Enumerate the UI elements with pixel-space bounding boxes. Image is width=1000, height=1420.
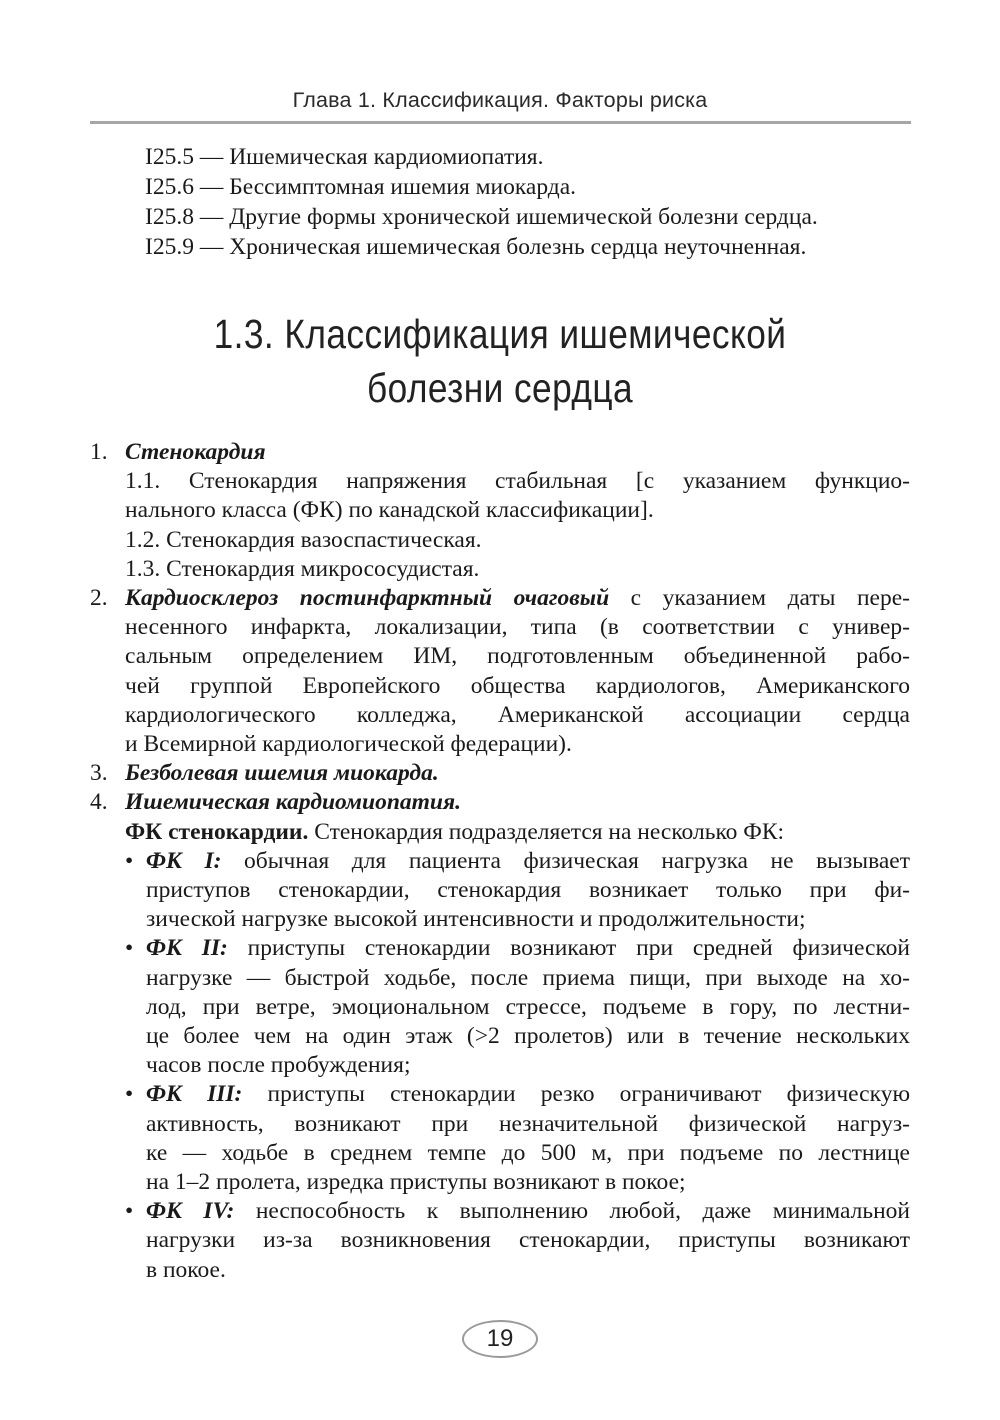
text-run: Стенокардия подразделяется на несколько ФК:: [308, 818, 785, 845]
icd-code-list: [145, 142, 818, 262]
list-item-title: Безболевая ишемия миокарда.: [125, 760, 439, 787]
page-number: 19: [486, 1325, 514, 1352]
icd-code-line: I25.9 — Хроническая ишемическая болезнь сердца неуточненная.: [145, 234, 807, 260]
header-divider: [90, 121, 911, 124]
list-item-title: Ишемическая кардиомиопатия.: [125, 789, 461, 816]
icd-code-line: I25.8 — Другие формы хронической ишемической болезни сердца.: [145, 204, 818, 230]
text-line: [146, 934, 910, 963]
list-number: 4.: [90, 789, 108, 816]
icd-code-line: I25.6 — Бессимптомная ишемия миокарда.: [145, 174, 577, 200]
sub-item: 1.3. Стенокардия микрососудистая.: [125, 555, 480, 582]
list-number: 3.: [90, 760, 108, 787]
text-line: це более чем на один этаж (>2 пролетов) или в течение нескольких: [146, 1023, 910, 1050]
text-line: нагрузке — быстрой ходьбе, после приема пищи, при выходе на хо-: [146, 964, 910, 991]
classification-list: [90, 438, 910, 1285]
list-number: 2.: [90, 585, 108, 612]
functional-class-item: [125, 1080, 910, 1197]
page-number-badge: [462, 1320, 538, 1358]
list-item-silent-ischemia: [90, 759, 910, 788]
list-item-title: Кардиосклероз постинфарктный очаговый: [125, 585, 610, 612]
list-item-angina: [90, 438, 910, 584]
functional-class-item: [125, 1197, 910, 1285]
functional-class-item: [125, 847, 910, 935]
text-run: с указанием даты пере-: [609, 585, 910, 612]
bullet-icon: •: [125, 935, 134, 962]
text-run: приступы стенокардии резко ограничивают физическую: [242, 1081, 911, 1108]
icd-code-line: I25.5 — Ишемическая кардиомиопатия.: [145, 144, 544, 170]
section-title: [147, 307, 852, 415]
text-line: 1.1. Стенокардия напряжения стабильная [с указанием функцио-: [125, 468, 910, 495]
list-item-cardiosclerosis: [90, 584, 910, 759]
text-line: [125, 584, 910, 613]
fc-class-label: ФК IV:: [146, 1198, 235, 1225]
text-run: приступы стенокардии возникают при средней физической: [227, 935, 910, 962]
text-line: и Всемирной кардиологической федерации).: [125, 731, 572, 758]
fc-class-label: ФК III:: [146, 1081, 243, 1108]
list-item-cardiomyopathy: [90, 788, 910, 1284]
fc-class-label: ФК II:: [146, 935, 228, 962]
text-line: [146, 1080, 910, 1109]
bullet-icon: •: [125, 847, 134, 874]
sub-item: 1.2. Стенокардия вазоспастическая.: [125, 526, 482, 553]
section-title-line: болезни сердца: [366, 365, 634, 411]
fc-label: ФК стенокардии.: [125, 818, 309, 845]
text-line: несенного инфаркта, локализации, типа (в соответствии с универ-: [125, 614, 910, 641]
text-line: зической нагрузке высокой интенсивности и продолжительности;: [146, 906, 806, 933]
functional-class-list: [125, 847, 910, 1285]
text-line: чей группой Европейского общества кардиологов, Американского: [125, 672, 910, 699]
section-title-line: 1.3. Классификация ишемической: [213, 311, 787, 357]
text-line: кардиологического колледжа, Американской ассоциации сердца: [125, 701, 910, 728]
text-line: нального класса (ФК) по канадской классификации].: [125, 497, 654, 524]
text-line: на 1–2 пролета, изредка приступы возникают в покое;: [146, 1169, 686, 1196]
text-run: неспособность к выполнению любой, даже минимальной: [234, 1198, 910, 1225]
fc-intro: [125, 818, 910, 847]
bullet-icon: •: [125, 1081, 134, 1108]
text-line: часов после пробуждения;: [146, 1052, 411, 1079]
text-line: лод, при ветре, эмоциональном стрессе, подъеме в гору, по лестни-: [146, 993, 910, 1020]
running-header: Глава 1. Классификация. Факторы риска: [292, 88, 708, 112]
text-line: [146, 847, 910, 876]
sub-item: [125, 467, 910, 525]
functional-class-item: [125, 934, 910, 1080]
fc-class-label: ФК I:: [146, 847, 222, 874]
text-line: [146, 1197, 910, 1226]
list-item-title: Стенокардия: [125, 439, 266, 465]
text-line: ке — ходьбе в среднем темпе до 500 м, при подъеме по лестнице: [146, 1139, 910, 1166]
bullet-icon: •: [125, 1198, 134, 1225]
text-line: активность, возникают при незначительной физической нагруз-: [146, 1110, 910, 1137]
text-line: нагрузки из-за возникновения стенокардии, приступы возникают: [146, 1227, 910, 1254]
text-line: в покое.: [146, 1256, 226, 1283]
text-line: приступов стенокардии, стенокардия возникает только при фи-: [146, 877, 910, 904]
text-line: сальным определением ИМ, подготовленным объединенной рабо-: [125, 643, 910, 670]
list-number: 1.: [90, 439, 108, 465]
text-run: обычная для пациента физическая нагрузка не вызывает: [221, 847, 910, 874]
